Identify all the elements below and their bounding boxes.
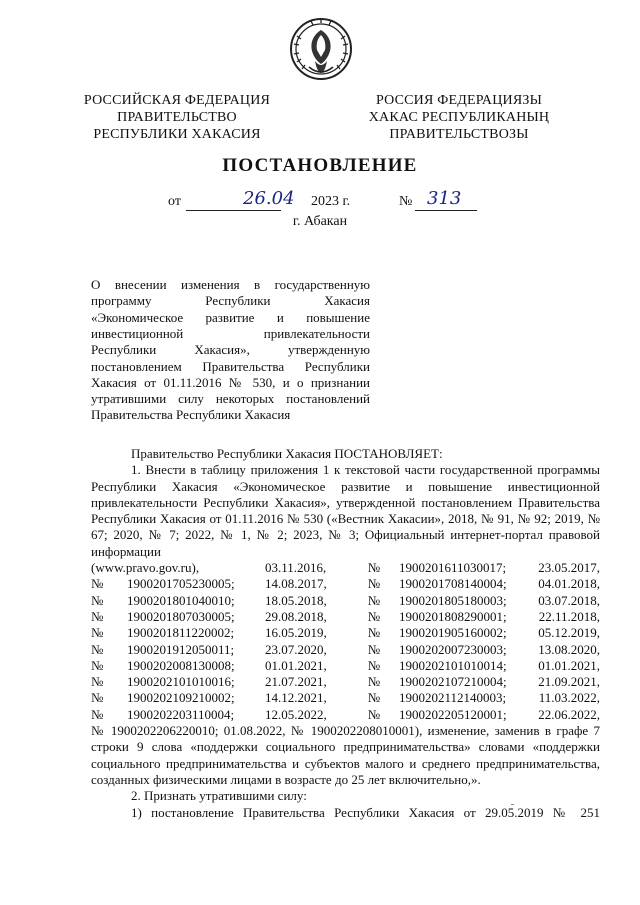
header-right (352, 92, 566, 143)
table-cell: 1900202107210004; (399, 674, 507, 690)
date-underline (186, 210, 281, 211)
table-row (91, 690, 600, 706)
table-cell: 01.01.2021, (538, 657, 600, 673)
table-row (91, 625, 600, 641)
table-cell: 03.11.2016, (265, 560, 327, 576)
table-row (91, 576, 600, 592)
city: г. Абакан (292, 214, 348, 229)
table-cell: № (367, 592, 381, 608)
header-right-line-2: ХАКАС РЕСПУБЛИКАНЫҢ (368, 110, 550, 125)
table-cell: 18.05.2018, (265, 592, 327, 608)
table-cell: № (91, 706, 104, 722)
table-cell: 14.12.2021, (265, 690, 327, 706)
table-cell: (www.pravo.gov.ru), (91, 560, 200, 576)
subject-line: инвестиционной привлекательности (91, 325, 370, 341)
table-row (91, 658, 600, 674)
number-underline (415, 210, 477, 211)
table-cell: 12.05.2022, (265, 706, 327, 722)
table-cell: 1900202112140003; (399, 690, 507, 706)
table-cell: 1900201801040010; (127, 592, 235, 608)
table-cell: № (367, 657, 381, 673)
table-cell: № (367, 608, 381, 624)
table-cell: 29.08.2018, (265, 608, 327, 624)
table-cell: № (91, 592, 104, 608)
dateline-prefix: от (168, 194, 181, 209)
table-cell: 1900201708140004; (399, 576, 507, 592)
header-left-line-2: ПРАВИТЕЛЬСТВО (117, 110, 237, 125)
table-cell: 1900201611030017; (399, 560, 507, 576)
paragraph-1-end: № 1900202206220010; 01.08.2022, № 1900202208010001), изменение, заменив в графе 7 строки 9 слова «поддержки социального предпринимательства» словами «поддержки социального предпринимательства и субъектов малого и среднего предпринимательства, созданных физическими лицами в возрасте до 25 лет включительно,». (91, 723, 600, 787)
table-cell: 1900202205120001; (399, 706, 507, 722)
table-cell: № (367, 625, 381, 641)
coat-of-arms-icon (289, 17, 353, 81)
registration-numbers-table (91, 560, 600, 723)
table-cell: 21.09.2021, (538, 674, 600, 690)
table-cell: 11.03.2022, (538, 690, 600, 706)
subject-line: Республики Хакасия», утвержденную (91, 342, 370, 358)
dateline-year: 2023 г. (311, 194, 351, 209)
table-cell: 1900201808290001; (399, 608, 507, 624)
scan-speck (511, 804, 514, 805)
table-cell: № (91, 576, 104, 592)
table-cell: № (367, 690, 381, 706)
table-cell: 1900202109210002; (127, 690, 235, 706)
subject-line: программу Республики Хакасия (91, 293, 370, 309)
subject-line: Правительства Республики Хакасия (91, 407, 291, 423)
paragraph-3: 1) постановление Правительства Республики Хакасия от 29.05.2019 № 251 (131, 804, 600, 820)
table-cell: № (367, 674, 381, 690)
paragraph-1-start: 1. Внести в таблицу приложения 1 к текстовой части государственной программы Республики Хакасия «Экономическое развитие и повышение инвестиционной привлекательности Республики Хакасия», утвержденной постановлением Правительства Республики Хакасия от 01.11.2016 № 530 («Вестник Хакасии», 2018, № 91, № 92; 2019, № 67; 2020, № 7; 2022, № 1, № 2; 2023, № 3; Официальный интернет-портал правовой информации (91, 462, 600, 559)
table-row (91, 707, 600, 723)
subject-line: О внесении изменения в государственную (91, 277, 370, 292)
subject-line: «Экономическое развитие и повышение (91, 309, 370, 325)
table-cell: 01.01.2021, (265, 657, 327, 673)
handwritten-date: 26.04 (243, 188, 295, 209)
table-cell: 05.12.2019, (538, 625, 600, 641)
table-cell: 1900202203110004; (127, 706, 235, 722)
table-cell: 1900202101010014; (399, 657, 507, 673)
table-cell: № (91, 690, 104, 706)
subject-line: Хакасия от 01.11.2016 № 530, и о признании (91, 374, 370, 390)
table-cell: 1900201912050011; (127, 641, 235, 657)
table-cell: № (367, 641, 381, 657)
table-cell: 22.11.2018, (538, 608, 600, 624)
table-cell: № (91, 608, 104, 624)
table-cell: 1900202101010016; (127, 674, 235, 690)
table-cell: 23.07.2020, (265, 641, 327, 657)
document-title: ПОСТАНОВЛЕНИЕ (222, 155, 418, 176)
table-cell: 14.08.2017, (265, 576, 327, 592)
header-left (82, 92, 272, 143)
table-cell: 13.08.2020, (538, 641, 600, 657)
table-cell: 1900201905160002; (399, 625, 507, 641)
table-cell: 1900201807030005; (127, 608, 235, 624)
table-cell: 1900202007230003; (399, 641, 507, 657)
table-cell: 16.05.2019, (265, 625, 327, 641)
table-row (91, 560, 600, 576)
body-text (91, 446, 600, 821)
table-cell: № (91, 674, 104, 690)
table-cell: 23.05.2017, (538, 560, 600, 576)
table-cell: № (91, 657, 104, 673)
table-cell: № (91, 625, 104, 641)
table-cell: 1900202008130008; (127, 657, 235, 673)
table-cell: № (367, 576, 381, 592)
intro-paragraph: Правительство Республики Хакасия ПОСТАНОВЛЯЕТ: (131, 446, 443, 461)
table-row (91, 609, 600, 625)
paragraph-2: 2. Признать утратившими силу: (131, 788, 307, 804)
table-cell: 21.07.2021, (265, 674, 327, 690)
table-row (91, 593, 600, 609)
table-cell: 03.07.2018, (538, 592, 600, 608)
header-left-line-3: РЕСПУБЛИКИ ХАКАСИЯ (93, 127, 261, 142)
subject-line: постановлением Правительства Республики (91, 358, 370, 374)
subject-line: утратившими силу некоторых постановлений (91, 391, 370, 407)
table-cell: 04.01.2018, (538, 576, 600, 592)
table-cell: № (367, 706, 381, 722)
table-cell: 22.06.2022, (538, 706, 600, 722)
header-right-line-3: ПРАВИТЕЛЬСТВОЗЫ (389, 127, 529, 142)
table-cell: 1900201705230005; (127, 576, 235, 592)
table-row (91, 674, 600, 690)
dateline-number-sign: № (399, 194, 413, 209)
table-cell: № (91, 641, 104, 657)
header-right-line-1: РОССИЯ ФЕДЕРАЦИЯЗЫ (375, 93, 543, 108)
table-cell: 1900201811220002; (127, 625, 235, 641)
table-cell: № (367, 560, 381, 576)
table-row (91, 642, 600, 658)
handwritten-number: 313 (427, 188, 462, 209)
header-left-line-1: РОССИЙСКАЯ ФЕДЕРАЦИЯ (83, 93, 271, 108)
table-cell: 1900201805180003; (399, 592, 507, 608)
